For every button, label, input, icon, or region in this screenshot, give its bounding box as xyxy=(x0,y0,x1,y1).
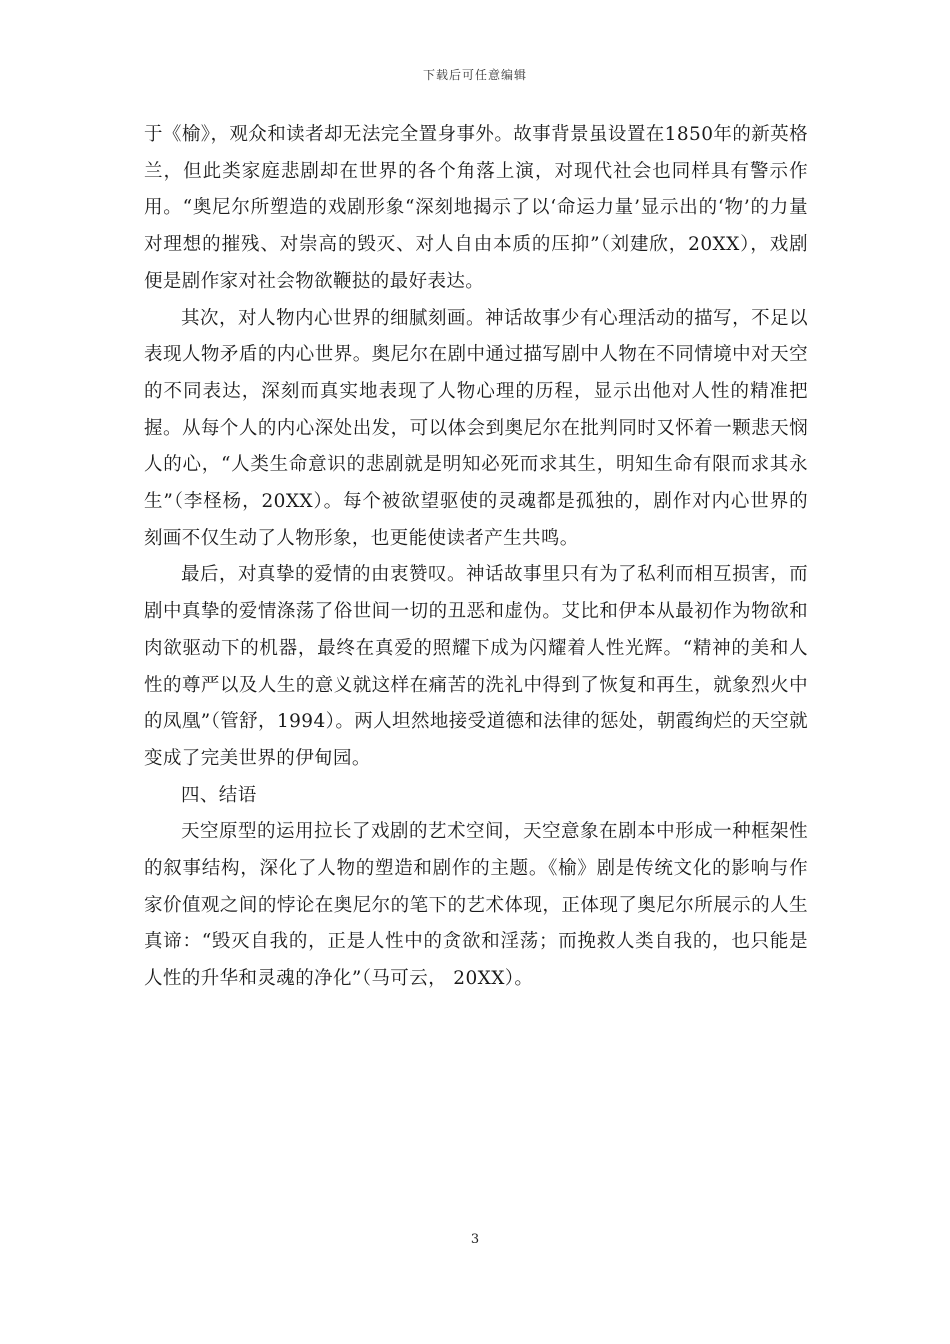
section-heading-conclusion: 四、结语 xyxy=(181,784,257,806)
paragraph-inner-world: 其次，对人物内心世界的细腻刻画。神话故事少有心理活动的描写，不足以表现人物矛盾的内心世界。奥尼尔在剧中通过描写剧中人物在不同情境中对天空的不同表达，深刻而真实地表现了人物心理的历程，显示出他对人性的精准把握。从每个人的内心深处出发，可以体会到奥尼尔在批判同时又怀着一颗悲天悯人的心，“人类生命意识的悲剧就是明知必死而求其生，明知生命有限而求其永生”（李柽杨，20XX）。每个被欲望驱使的灵魂都是孤独的，剧作对内心世界的刻画不仅生动了人物形象，也更能使读者产生共鸣。 xyxy=(144,307,808,549)
paragraph-true-love: 最后，对真挚的爱情的由衷赞叹。神话故事里只有为了私利而相互损害，而剧中真挚的爱情涤荡了俗世间一切的丑恶和虚伪。艾比和伊本从最初作为物欲和肉欲驱动下的机器，最终在真爱的照耀下成为闪耀着人性光辉。“精神的美和人性的尊严以及人生的意义就这样在痛苦的洗礼中得到了恢复和再生，就象烈火中的凤凰”（管舒，1994）。两人坦然地接受道德和法律的惩处，朝霞绚烂的天空就变成了完美世界的伊甸园。 xyxy=(144,564,808,769)
paragraph-conclusion: 天空原型的运用拉长了戏剧的艺术空间，天空意象在剧本中形成一种框架性的叙事结构，深化了人物的塑造和剧作的主题。《榆》剧是传统文化的影响与作家价值观之间的悖论在奥尼尔的笔下的艺术体现，正体现了奥尼尔所展示的人生真谛：“毁灭自我的，正是人性中的贪欲和淫荡；而挽救人类自我的，也只能是人性的升华和灵魂的净化”（马可云， 20XX）。 xyxy=(144,821,808,990)
page-number: 3 xyxy=(470,1232,480,1247)
page-header: 下载后可任意编辑 xyxy=(422,68,527,82)
document-body xyxy=(144,117,808,998)
paragraph-continuation: 于《榆》，观众和读者却无法完全置身事外。故事背景虽设置在1850年的新英格兰，但此类家庭悲剧却在世界的各个角落上演，对现代社会也同样具有警示作用。“奥尼尔所塑造的戏剧形象“深刻地揭示了以‘命运力量’显示出的‘物’的力量对理想的摧残、对崇高的毁灭、对人自由本质的压抑”（刘建欣，20XX），戏剧便是剧作家对社会物欲鞭挞的最好表达。 xyxy=(144,124,808,292)
